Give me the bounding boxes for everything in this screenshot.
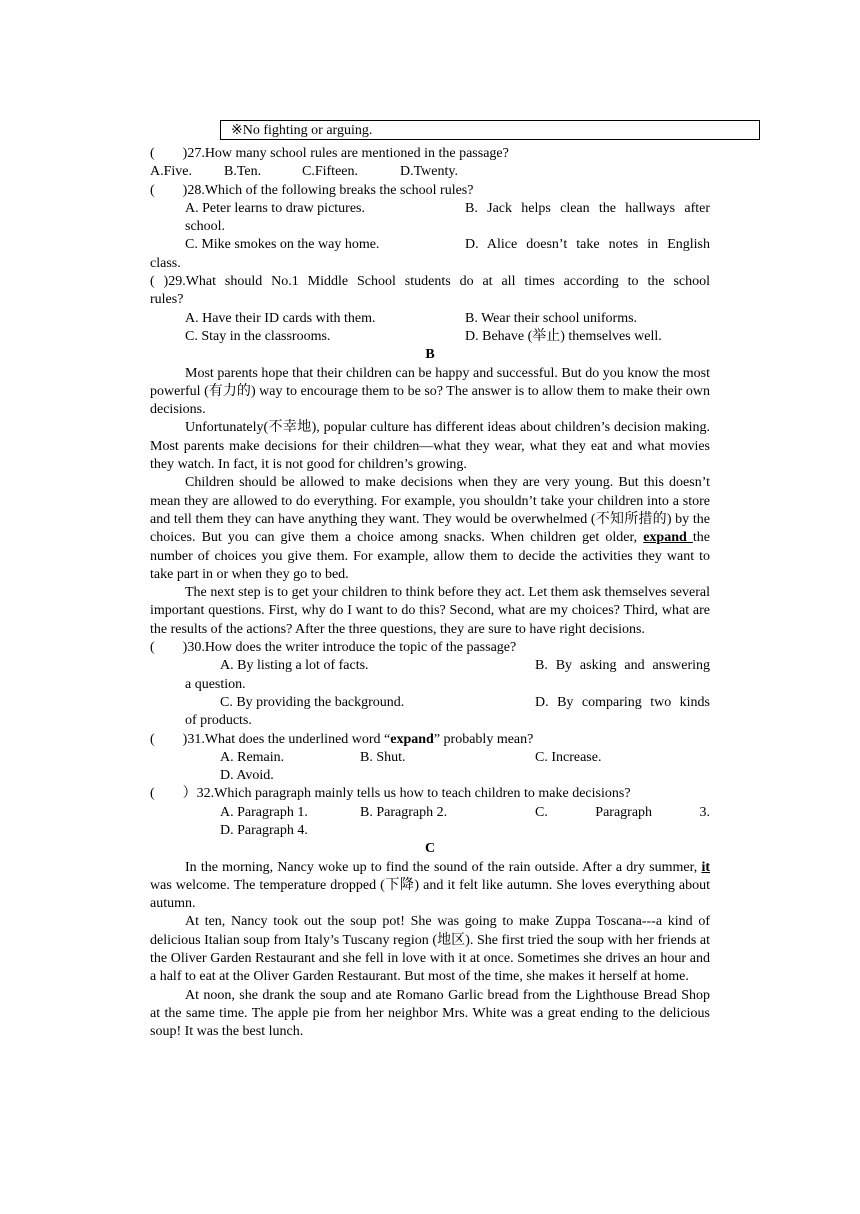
- q27-option-b: B.Ten.: [224, 164, 262, 180]
- q32-option-c: C. Paragraph 3.: [535, 804, 710, 820]
- q31-option-a: A. Remain.: [220, 749, 285, 765]
- q28-row-ab: [150, 200, 710, 218]
- q27-option-a: A.Five.: [150, 164, 192, 180]
- q30-option-d-cont: of products.: [185, 713, 252, 729]
- q29-row-cd: [150, 328, 710, 346]
- q28-option-d: D. Alice doesn’t take notes in English: [465, 237, 710, 253]
- section-b-paragraph-4: The next step is to get your children to think before they act. Let them ask themselves several important questions. First, why do I want to do this? Second, what are my choices? Third, what are the results of the actions? After the three questions, they are sure to have right decisions.: [150, 585, 710, 637]
- q31-options-abc: [150, 749, 710, 767]
- q28-option-b-cont: school.: [185, 219, 226, 235]
- q31-option-b: B. Shut.: [360, 749, 406, 765]
- q32-stem: ( ）32.Which paragraph mainly tells us how to teach children to make decisions?: [150, 786, 631, 802]
- q30-option-c: C. By providing the background.: [220, 694, 405, 710]
- q30-stem: ( )30.How does the writer introduce the topic of the passage?: [150, 640, 517, 656]
- section-c-p1-part2: was welcome. The temperature dropped (下降) and it felt like autumn. She loves everything about autumn.: [150, 877, 710, 912]
- q30-option-b-cont: a question.: [185, 676, 246, 692]
- q32-option-d: D. Paragraph 4.: [220, 822, 308, 838]
- q31-stem-part1: ( )31.What does the underlined word “: [150, 731, 391, 747]
- q28-option-c: C. Mike smokes on the way home.: [185, 237, 380, 253]
- q27-stem: ( )27.How many school rules are mentioned in the passage?: [150, 146, 509, 161]
- q28-option-d-cont: class.: [150, 255, 181, 271]
- q31-option-d: D. Avoid.: [220, 768, 274, 784]
- q31-stem: [150, 731, 710, 749]
- q27-options: [150, 163, 710, 181]
- q31-option-c: C. Increase.: [535, 749, 602, 765]
- q29-option-c: C. Stay in the classrooms.: [185, 328, 331, 344]
- q32-option-b: B. Paragraph 2.: [360, 804, 448, 820]
- q30-row-cd: [150, 694, 710, 712]
- rule-text: ※No fighting or arguing.: [231, 123, 373, 138]
- q29-stem: ( )29.What should No.1 Middle School students do at all times according to the school: [150, 274, 710, 290]
- underlined-word-it: it: [701, 859, 710, 875]
- section-b-paragraph-3: [150, 474, 710, 584]
- exam-content: [150, 145, 710, 1042]
- q29-option-d: D. Behave (举止) themselves well.: [465, 328, 662, 344]
- q30-option-a: A. By listing a lot of facts.: [220, 658, 369, 674]
- q29-row-ab: [150, 310, 710, 328]
- q31-stem-word: expand: [390, 731, 434, 747]
- section-c-paragraph-3: At noon, she drank the soup and ate Romano Garlic bread from the Lighthouse Bread Shop at the same time. The apple pie from her neighbor Mrs. White was a great ending to the delicious soup! It was the best lunch.: [150, 987, 710, 1040]
- q30-option-d: D. By comparing two kinds: [535, 694, 710, 710]
- section-c-heading: C: [424, 841, 436, 857]
- section-c-paragraph-2: At ten, Nancy took out the soup pot! She was going to make Zuppa Toscana---a kind of delicious Italian soup from Italy’s Tuscany region (地区). She first tried the soup with her friends at the Oliver Garden Restaurant and she fell in love with it at once. Sometimes she drives an hour and a half to eat at the Oliver Garden Restaurant. But most of the time, she makes it herself at home.: [150, 914, 710, 985]
- q32-option-a: A. Paragraph 1.: [220, 804, 308, 820]
- section-c-p1-part1: In the morning, Nancy woke up to find the sound of the rain outside. After a dry summer,: [185, 859, 702, 875]
- q29-option-a: A. Have their ID cards with them.: [185, 310, 376, 326]
- q28-stem: ( )28.Which of the following breaks the school rules?: [150, 182, 474, 198]
- section-b-p3-part2: the number of choices you give them. For example, allow them to decide the activities they want to take part in or when they go to bed.: [150, 530, 710, 582]
- underlined-word-expand: expand: [643, 530, 693, 546]
- section-b-paragraph-1: Most parents hope that their children can be happy and successful. But do you know the most powerful (有力的) way to encourage them to be so? The answer is to allow them to make their own decisions.: [150, 365, 710, 418]
- q30-row-ab: [150, 657, 710, 675]
- section-b-heading: B: [425, 347, 435, 363]
- q27-option-c: C.Fifteen.: [302, 164, 358, 180]
- q28-option-a: A. Peter learns to draw pictures.: [185, 200, 365, 216]
- q28-option-b: B. Jack helps clean the hallways after: [465, 200, 710, 216]
- q32-options-abc: [150, 804, 710, 822]
- section-c-paragraph-1: [150, 859, 710, 914]
- q29-option-b: B. Wear their school uniforms.: [465, 310, 638, 326]
- section-b-p3-part1: Children should be allowed to make decisions when they are very young. But this doesn’t mean they are allowed to do everything. For example, you shouldn’t take your children into a store and tell them they can have anything they want. They would be overwhelmed (不知所措的) by the choices. But you can give them a choice among snacks. When children get older,: [150, 475, 710, 546]
- q29-stem-cont: rules?: [150, 292, 184, 308]
- q31-stem-part2: ” probably mean?: [433, 731, 534, 747]
- q30-option-b: B. By asking and answering: [535, 658, 710, 674]
- q27-option-d: D.Twenty.: [400, 164, 458, 180]
- school-rule-box: [220, 120, 760, 140]
- q28-row-cd: [150, 236, 710, 254]
- section-b-paragraph-2: Unfortunately(不幸地), popular culture has different ideas about children’s decision making. Most parents make decisions for their children—what they wear, what they eat and what movies they watch. In fact, it is not good for children’s growing.: [150, 420, 710, 473]
